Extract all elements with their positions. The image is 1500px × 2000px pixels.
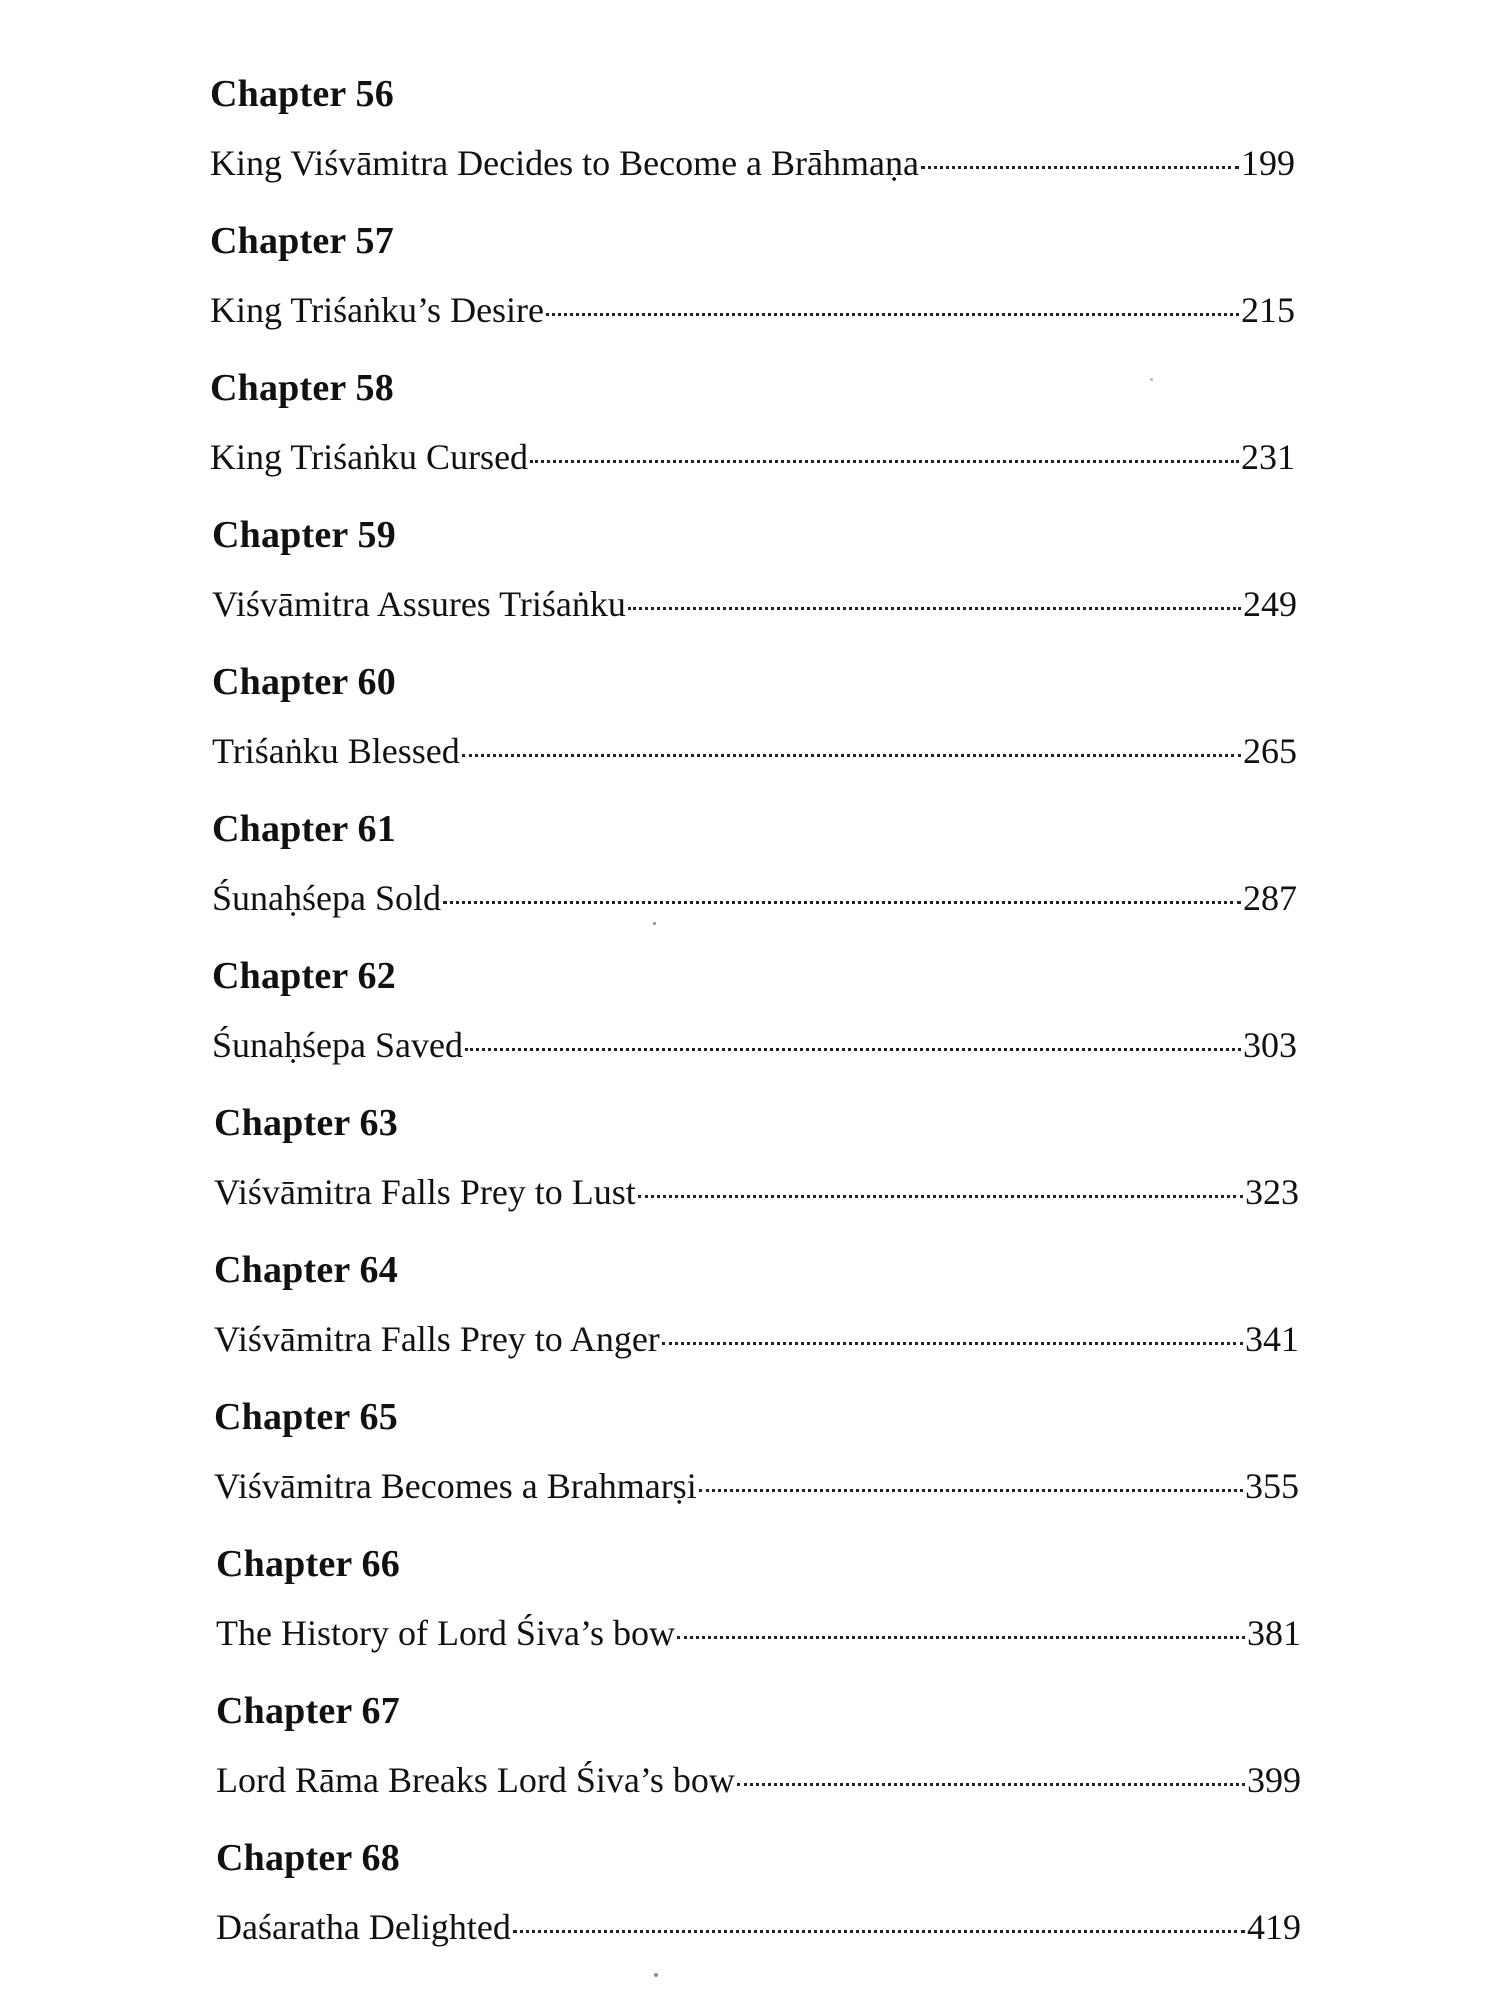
chapter-heading: Chapter 65 (214, 1396, 398, 1438)
toc-entry-chapter-62 (212, 952, 1297, 1099)
chapter-heading: Chapter 56 (210, 73, 394, 115)
chapter-title-line (210, 287, 1295, 333)
dot-leader (699, 1489, 1243, 1492)
page-number: 231 (1241, 437, 1295, 477)
chapter-title-line (216, 1904, 1301, 1950)
chapter-title: Śunaḥśepa Sold (212, 878, 441, 918)
page-number: 199 (1241, 143, 1295, 183)
chapter-title: Viśvāmitra Falls Prey to Lust (214, 1172, 636, 1212)
toc-entry-chapter-64 (214, 1246, 1299, 1393)
chapter-title: Viśvāmitra Assures Triśaṅku (212, 584, 626, 624)
chapter-title-line (210, 140, 1295, 186)
dot-leader (628, 607, 1241, 610)
page-number: 355 (1245, 1466, 1299, 1506)
chapter-title: Viśvāmitra Becomes a Brahmarṣi (214, 1466, 697, 1506)
toc-entry-chapter-59 (212, 511, 1297, 658)
dot-leader (662, 1342, 1243, 1345)
chapter-title-line (212, 581, 1297, 627)
page-number: 341 (1245, 1319, 1299, 1359)
toc-entry-chapter-60 (212, 658, 1297, 805)
page-number: 399 (1247, 1760, 1301, 1800)
dot-leader (513, 1930, 1245, 1933)
chapter-title: The History of Lord Śiva’s bow (216, 1613, 675, 1653)
table-of-contents (210, 70, 1301, 1981)
paper-speck (654, 1973, 658, 1977)
chapter-title: Triśaṅku Blessed (212, 731, 460, 771)
chapter-heading: Chapter 64 (214, 1249, 398, 1291)
toc-entry-chapter-65 (214, 1393, 1299, 1540)
toc-entry-chapter-56 (210, 70, 1295, 217)
chapter-title-line (214, 1316, 1299, 1362)
chapter-title-line (210, 434, 1295, 480)
chapter-title-line (212, 875, 1297, 921)
page-number: 215 (1241, 290, 1295, 330)
chapter-heading: Chapter 60 (212, 661, 396, 703)
chapter-heading: Chapter 57 (210, 220, 394, 262)
dot-leader (737, 1783, 1245, 1786)
chapter-heading: Chapter 66 (216, 1543, 400, 1585)
chapter-heading: Chapter 58 (210, 367, 394, 409)
chapter-title-line (212, 1022, 1297, 1068)
toc-entry-chapter-58 (210, 364, 1295, 511)
toc-entry-chapter-63 (214, 1099, 1299, 1246)
toc-entry-chapter-61 (212, 805, 1297, 952)
dot-leader (546, 313, 1239, 316)
chapter-title-line (216, 1610, 1301, 1656)
dot-leader (465, 1048, 1241, 1051)
page-number: 249 (1243, 584, 1297, 624)
chapter-title: King Triśaṅku Cursed (210, 437, 529, 477)
dot-leader (462, 754, 1241, 757)
chapter-title-line (216, 1757, 1301, 1803)
chapter-title-line (214, 1463, 1299, 1509)
chapter-heading: Chapter 61 (212, 808, 396, 850)
dot-leader (638, 1195, 1243, 1198)
chapter-title: Śunaḥśepa Saved (212, 1025, 463, 1065)
chapter-title-line (214, 1169, 1299, 1215)
toc-entry-chapter-66 (216, 1540, 1301, 1687)
chapter-heading: Chapter 62 (212, 955, 396, 997)
paper-speck (653, 922, 656, 925)
chapter-title: Daśaratha Delighted (216, 1907, 511, 1947)
dot-leader (530, 460, 1239, 463)
chapter-title: King Triśaṅku’s Desire (210, 290, 545, 330)
paper-speck (1150, 378, 1153, 381)
toc-entry-chapter-57 (210, 217, 1295, 364)
chapter-heading: Chapter 59 (212, 514, 396, 556)
page-number: 419 (1247, 1907, 1301, 1947)
page-number: 287 (1243, 878, 1297, 918)
chapter-title-line (212, 728, 1297, 774)
dot-leader (921, 166, 1239, 169)
toc-entry-chapter-68 (216, 1834, 1301, 1981)
page-number: 381 (1247, 1613, 1301, 1653)
page-number: 323 (1245, 1172, 1299, 1212)
chapter-heading: Chapter 68 (216, 1837, 400, 1879)
chapter-title: King Viśvāmitra Decides to Become a Brāhmaṇa (210, 143, 919, 183)
dot-leader (443, 901, 1241, 904)
chapter-title: Viśvāmitra Falls Prey to Anger (214, 1319, 660, 1359)
chapter-heading: Chapter 63 (214, 1102, 398, 1144)
page-number: 303 (1243, 1025, 1297, 1065)
dot-leader (677, 1636, 1245, 1639)
chapter-title: Lord Rāma Breaks Lord Śiva’s bow (216, 1760, 735, 1800)
chapter-heading: Chapter 67 (216, 1690, 400, 1732)
toc-entry-chapter-67 (216, 1687, 1301, 1834)
page-number: 265 (1243, 731, 1297, 771)
